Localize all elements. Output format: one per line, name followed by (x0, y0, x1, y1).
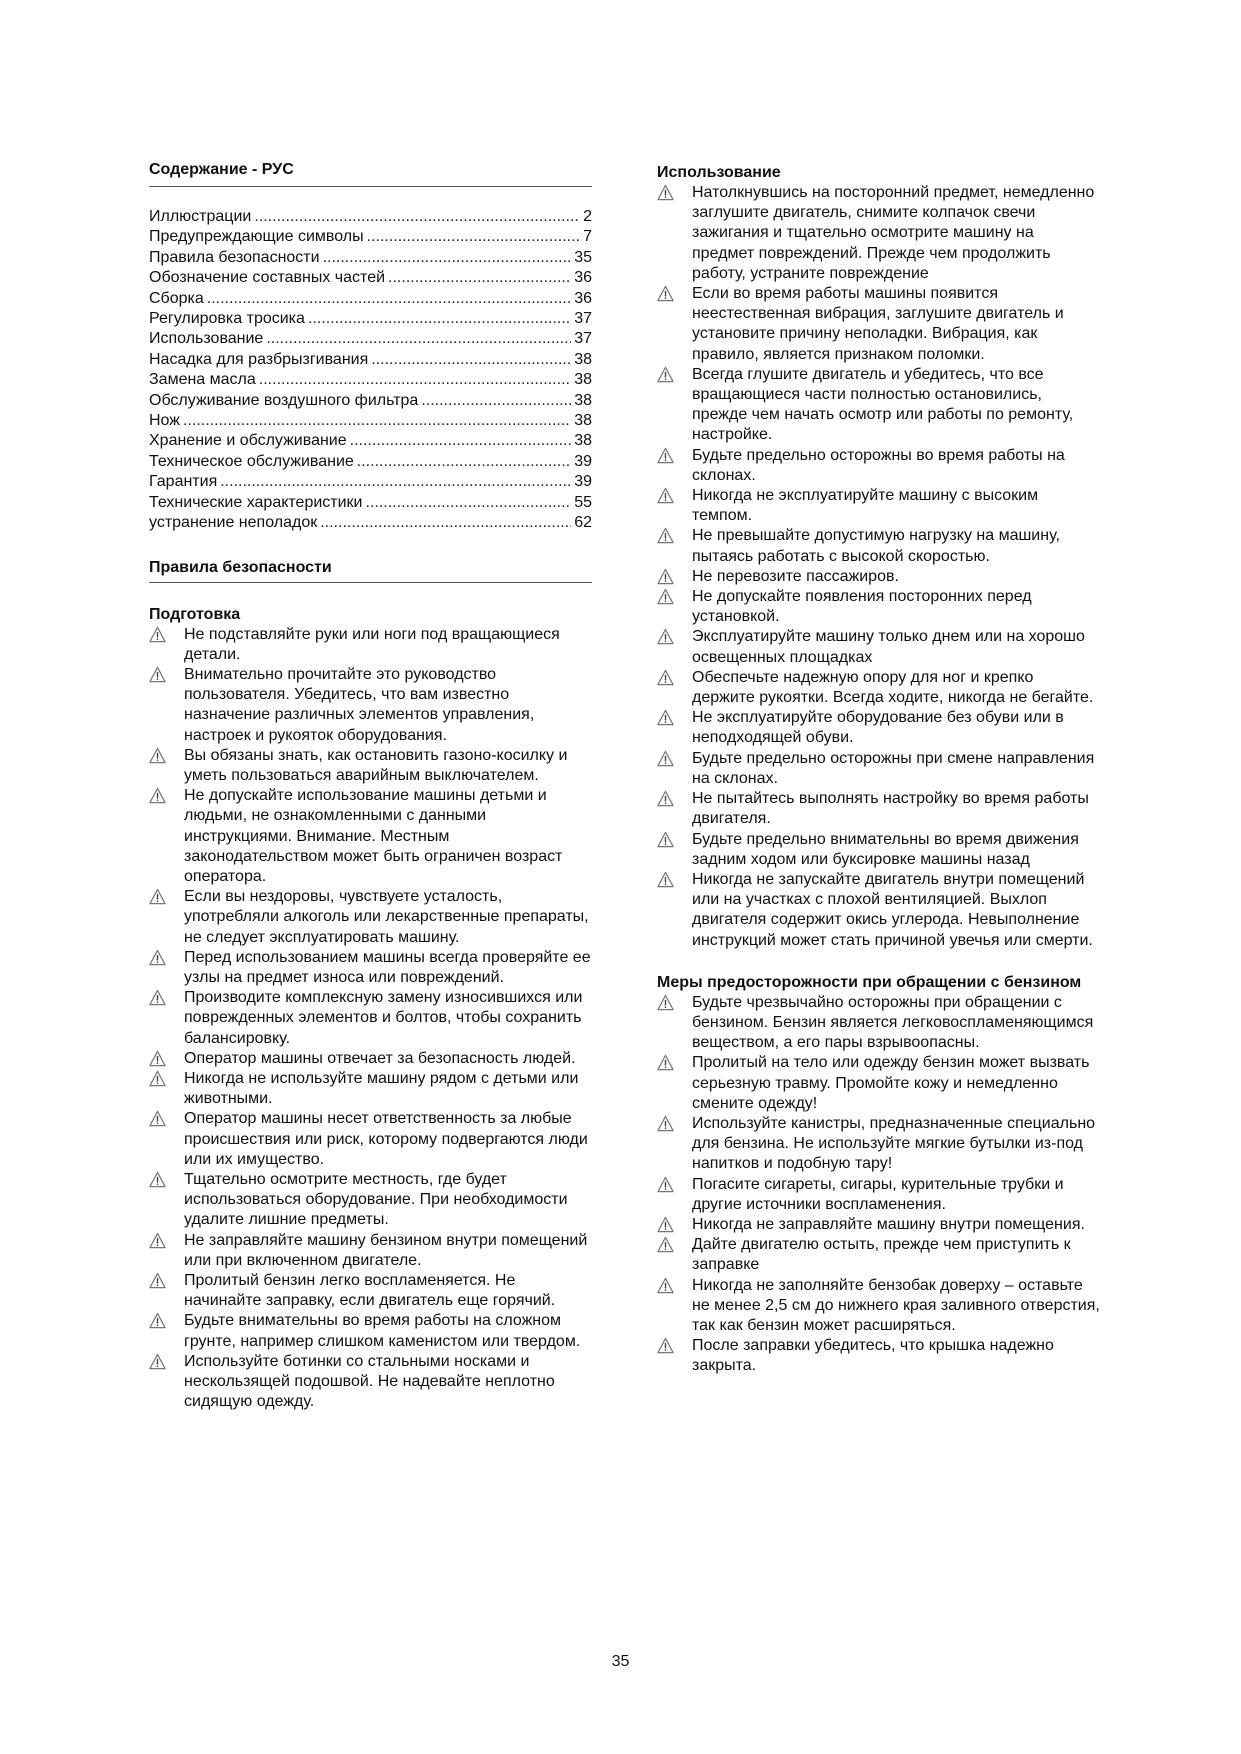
safety-item (149, 1271, 592, 1311)
toc-entry (149, 227, 592, 247)
safety-item-text: Никогда не запускайте двигатель внутри помещений или на участках с плохой вентиляцией. Выхлоп двигателя содержит окись углерода. Невыполнение инструкций может стать причиной увечья или смерти. (692, 870, 1093, 949)
right-column (657, 163, 1100, 1377)
toc-entry (149, 350, 592, 370)
toc-leader-dots (371, 350, 571, 370)
safety-item-text: Не подставляйте руки или ноги под вращающиеся детали. (184, 625, 560, 663)
safety-item (657, 446, 1100, 486)
toc-leader-dots (388, 268, 571, 288)
safety-item (149, 1231, 592, 1271)
toc-entry-page: 37 (574, 310, 592, 328)
safety-item-text: Никогда не заполняйте бензобак доверху – оставьте не менее 2,5 см до нижнего края заливного отверстия, так как бензин может расширяться. (692, 1276, 1100, 1334)
toc-leader-dots (266, 329, 571, 349)
toc-entry-page: 38 (574, 432, 592, 450)
safety-item-text: Не допускайте появления посторонних перед установкой. (692, 588, 1032, 626)
toc-leader-dots (350, 431, 572, 451)
toc-entry (149, 329, 592, 349)
petrol-title: Меры предосторожности при обращении с бензином (657, 973, 1082, 991)
warning-triangle-icon (657, 1337, 674, 1354)
safety-item (657, 870, 1100, 951)
safety-item (657, 708, 1100, 748)
toc-entry (149, 289, 592, 309)
toc-title: Содержание - РУС (149, 160, 592, 187)
toc-entry-page: 36 (574, 289, 592, 307)
safety-item-text: Дайте двигателю остыть, прежде чем приступить к заправке (692, 1236, 1071, 1274)
safety-item (149, 786, 592, 887)
warning-triangle-icon (149, 666, 166, 683)
toc-leader-dots (357, 452, 571, 472)
preparation-list (149, 625, 592, 1413)
safety-item-text: Вы обязаны знать, как остановить газоно-косилку и уметь пользоваться аварийным выключателем. (184, 746, 568, 784)
safety-item (657, 567, 1100, 587)
toc-entry-label: Техническое обслуживание (149, 452, 354, 470)
safety-item (657, 183, 1100, 284)
safety-item-text: Производите комплексную замену износившихся или поврежденных элементов и болтов, чтобы сохранить балансировку. (184, 989, 583, 1047)
safety-item (149, 665, 592, 746)
warning-triangle-icon (657, 871, 674, 888)
warning-triangle-icon (657, 1216, 674, 1233)
safety-item (657, 749, 1100, 789)
safety-item (149, 746, 592, 786)
warning-triangle-icon (657, 790, 674, 807)
safety-item (657, 627, 1100, 667)
toc-leader-dots (308, 309, 571, 329)
safety-item (657, 587, 1100, 627)
safety-item (149, 1311, 592, 1351)
toc-entry-label: Технические характеристики (149, 493, 363, 511)
toc-leader-dots (421, 391, 571, 411)
safety-item-text: Тщательно осмотрите местность, где будет использоваться оборудование. При необходимости удалите лишние предметы. (184, 1170, 568, 1229)
toc-entry (149, 268, 592, 288)
safety-item (657, 1114, 1100, 1175)
safety-title: Правила безопасности (149, 558, 592, 583)
warning-triangle-icon (149, 747, 166, 764)
toc-entry-page: 39 (574, 452, 592, 470)
safety-item-text: Пролитый на тело или одежду бензин может вызвать серьезную травму. Промойте кожу и немедленно смените одежду! (692, 1054, 1090, 1112)
safety-item (657, 789, 1100, 829)
warning-triangle-icon (657, 1277, 674, 1294)
safety-item-text: Не допускайте использование машины детьми и людьми, не ознакомленными с данными инструкциями. Внимание. Местным законодательством может быть ограничен возраст оператора. (184, 787, 563, 885)
warning-triangle-icon (657, 709, 674, 726)
warning-triangle-icon (657, 568, 674, 585)
toc-entry-label: Иллюстрации (149, 208, 252, 225)
toc-leader-dots (254, 207, 580, 227)
toc-entry-label: Предупреждающие символы (149, 228, 364, 246)
warning-triangle-icon (149, 787, 166, 804)
safety-item-text: Будьте предельно осторожны при смене направления на склонах. (692, 749, 1095, 787)
safety-item (149, 988, 592, 1049)
toc-leader-dots (320, 513, 571, 533)
safety-item-text: Никогда не эксплуатируйте машину с высоким темпом. (692, 487, 1039, 525)
warning-triangle-icon (657, 366, 674, 383)
warning-triangle-icon (657, 184, 674, 201)
warning-triangle-icon (657, 628, 674, 645)
safety-item-text: После заправки убедитесь, что крышка надежно закрыта. (692, 1337, 1054, 1375)
safety-item (657, 993, 1100, 1054)
toc-entry-label: Обозначение составных частей (149, 269, 386, 287)
safety-item-text: Будьте чрезвычайно осторожны при обращении с бензином. Бензин является легковоспламеняющимся веществом, а его пары взрывоопасны. (692, 993, 1094, 1052)
safety-item (149, 1170, 592, 1231)
safety-item-text: Будьте предельно внимательны во время движения задним ходом или буксировке машины назад (692, 830, 1079, 868)
toc-entry (149, 472, 592, 492)
safety-item-text: Перед использованием машины всегда проверяйте ее узлы на предмет износа или повреждений. (184, 948, 591, 986)
toc-entry-page: 7 (583, 228, 592, 246)
safety-item-text: Внимательно прочитайте это руководство пользователя. Убедитесь, что вам известно назначение различных элементов управления, настроек и рукояток оборудования. (184, 665, 535, 744)
safety-item (149, 1109, 592, 1170)
toc-entry-label: Обслуживание воздушного фильтра (149, 391, 419, 409)
toc-entry-page: 38 (574, 391, 592, 409)
toc-entry-page: 37 (574, 330, 592, 348)
toc-entry (149, 493, 592, 513)
warning-triangle-icon (657, 1176, 674, 1193)
safety-item (657, 1336, 1100, 1376)
safety-item-text: Будьте предельно осторожны во время работы на склонах. (692, 446, 1065, 484)
toc-entry-page: 62 (574, 514, 592, 532)
warning-triangle-icon (657, 1236, 674, 1253)
safety-item (657, 1215, 1100, 1235)
toc-entry-label: Замена масла (149, 371, 256, 389)
warning-triangle-icon (657, 588, 674, 605)
safety-item-text: Используйте канистры, предназначенные специально для бензина. Не используйте мягкие бутылки из-под напитков и подобную тару! (692, 1114, 1096, 1173)
warning-triangle-icon (657, 487, 674, 504)
toc-entry (149, 207, 592, 227)
usage-title: Использование (657, 164, 781, 181)
safety-item (657, 365, 1100, 446)
toc-entry (149, 411, 592, 431)
safety-item (149, 948, 592, 988)
toc-entry (149, 309, 592, 329)
toc-entry-label: устранение неполадок (149, 514, 318, 532)
warning-triangle-icon (657, 669, 674, 686)
toc-entry-page: 35 (574, 248, 592, 266)
warning-triangle-icon (657, 831, 674, 848)
safety-item-text: Если вы нездоровы, чувствуете усталость, употребляли алкоголь или лекарственные препараты, не следует эксплуатировать машину. (184, 888, 589, 946)
warning-triangle-icon (657, 750, 674, 767)
safety-item-text: Не эксплуатируйте оборудование без обуви или в неподходящей обуви. (692, 709, 1064, 747)
toc-entry-label: Регулировка тросика (149, 310, 305, 328)
safety-item-text: Натолкнувшись на посторонний предмет, немедленно заглушите двигатель, снимите колпачок свечи зажигания и тщательно осмотрите машину на предмет повреждений. Прежде чем продолжить работу, устраните повреждение (692, 184, 1095, 282)
petrol-list (657, 993, 1100, 1377)
toc-list (149, 207, 592, 534)
safety-item-text: Всегда глушите двигатель и убедитесь, что все вращающиеся части полностью остановились, прежде чем начать осмотр или работы по ремонту, настройке. (692, 365, 1074, 444)
safety-item-text: Не пытайтесь выполнять настройку во время работы двигателя. (692, 790, 1089, 828)
toc-entry (149, 513, 592, 533)
toc-entry-label: Сборка (149, 289, 204, 307)
safety-item (657, 1235, 1100, 1275)
warning-triangle-icon (657, 1054, 674, 1071)
safety-item (657, 1175, 1100, 1215)
toc-entry-page: 38 (574, 412, 592, 430)
toc-entry (149, 431, 592, 451)
warning-triangle-icon (149, 1312, 166, 1329)
toc-leader-dots (323, 248, 572, 268)
warning-triangle-icon (149, 1232, 166, 1249)
toc-entry-page: 55 (574, 493, 592, 511)
preparation-title: Подготовка (149, 605, 241, 623)
toc-entry-label: Использование (149, 330, 264, 348)
safety-item-text: Не перевозите пассажиров. (692, 567, 899, 585)
safety-item-text: Если во время работы машины появится неестественная вибрация, заглушите двигатель и установите причину неполадки. Вибрация, как правило, является признаком поломки. (692, 285, 1064, 363)
safety-item-text: Используйте ботинки со стальными носками и нескользящей подошвой. Не надевайте неплотно сидящую одежду. (184, 1352, 555, 1411)
toc-entry-page: 36 (574, 269, 592, 287)
toc-leader-dots (207, 289, 571, 309)
safety-item-text: Никогда не используйте машину рядом с детьми или животными. (184, 1069, 579, 1108)
warning-triangle-icon (149, 1353, 166, 1370)
warning-triangle-icon (149, 989, 166, 1006)
toc-entry (149, 248, 592, 268)
warning-triangle-icon (149, 1050, 166, 1067)
safety-item-text: Обеспечьте надежную опору для ног и крепко держите рукоятки. Всегда ходите, никогда не бегайте. (692, 668, 1094, 707)
toc-leader-dots (366, 493, 572, 513)
safety-item (657, 668, 1100, 708)
safety-item-text: Не заправляйте машину бензином внутри помещений или при включенном двигателе. (184, 1231, 588, 1269)
safety-item-text: Не превышайте допустимую нагрузку на машину, пытаясь работать с высокой скоростью. (692, 527, 1060, 565)
left-column (149, 160, 592, 1412)
warning-triangle-icon (149, 888, 166, 905)
safety-item-text: Никогда не заправляйте машину внутри помещения. (692, 1215, 1085, 1233)
safety-item-text: Оператор машины отвечает за безопасность людей. (184, 1049, 576, 1067)
warning-triangle-icon (149, 1272, 166, 1289)
warning-triangle-icon (657, 994, 674, 1011)
toc-entry (149, 370, 592, 390)
safety-item (657, 284, 1100, 365)
usage-list (657, 183, 1100, 951)
toc-entry-page: 38 (574, 350, 592, 368)
warning-triangle-icon (657, 527, 674, 544)
toc-entry-page: 2 (583, 208, 592, 225)
toc-entry-label: Гарантия (149, 473, 218, 491)
toc-leader-dots (220, 472, 571, 492)
toc-leader-dots (259, 370, 571, 390)
page-number: 35 (611, 1653, 630, 1670)
warning-triangle-icon (149, 1070, 166, 1087)
toc-entry-page: 39 (574, 473, 592, 491)
safety-item-text: Оператор машины несет ответственность за любые происшествия или риск, которому подвергаются люди или их имущество. (184, 1110, 588, 1168)
toc-entry-label: Правила безопасности (149, 248, 320, 266)
safety-item-text: Пролитый бензин легко воспламеняется. Не начинайте заправку, если двигатель еще горячий. (184, 1272, 556, 1310)
safety-item (657, 1276, 1100, 1337)
safety-item-text: Эксплуатируйте машину только днем или на хорошо освещенных площадках (692, 628, 1085, 666)
safety-item (149, 1069, 592, 1109)
safety-item-text: Погасите сигареты, сигары, курительные трубки и другие источники воспламенения. (692, 1175, 1064, 1213)
safety-item-text: Будьте внимательны во время работы на сложном грунте, например слишком каменистом или твердом. (184, 1312, 581, 1350)
warning-triangle-icon (657, 1115, 674, 1132)
safety-item (657, 830, 1100, 870)
warning-triangle-icon (149, 1110, 166, 1127)
toc-leader-dots (367, 227, 581, 247)
warning-triangle-icon (657, 285, 674, 302)
toc-leader-dots (183, 411, 571, 431)
warning-triangle-icon (149, 626, 166, 643)
toc-entry (149, 391, 592, 411)
safety-item (149, 887, 592, 948)
safety-item (657, 526, 1100, 566)
warning-triangle-icon (657, 447, 674, 464)
toc-entry (149, 452, 592, 472)
safety-item (657, 1053, 1100, 1114)
toc-entry-label: Насадка для разбрызгивания (149, 350, 369, 368)
toc-entry-page: 38 (574, 371, 592, 389)
toc-entry-label: Нож (149, 412, 180, 430)
safety-item (149, 1049, 592, 1069)
safety-item (149, 625, 592, 665)
toc-entry-label: Хранение и обслуживание (149, 432, 347, 450)
warning-triangle-icon (149, 949, 166, 966)
warning-triangle-icon (149, 1171, 166, 1188)
safety-item (657, 486, 1100, 526)
safety-item (149, 1352, 592, 1413)
